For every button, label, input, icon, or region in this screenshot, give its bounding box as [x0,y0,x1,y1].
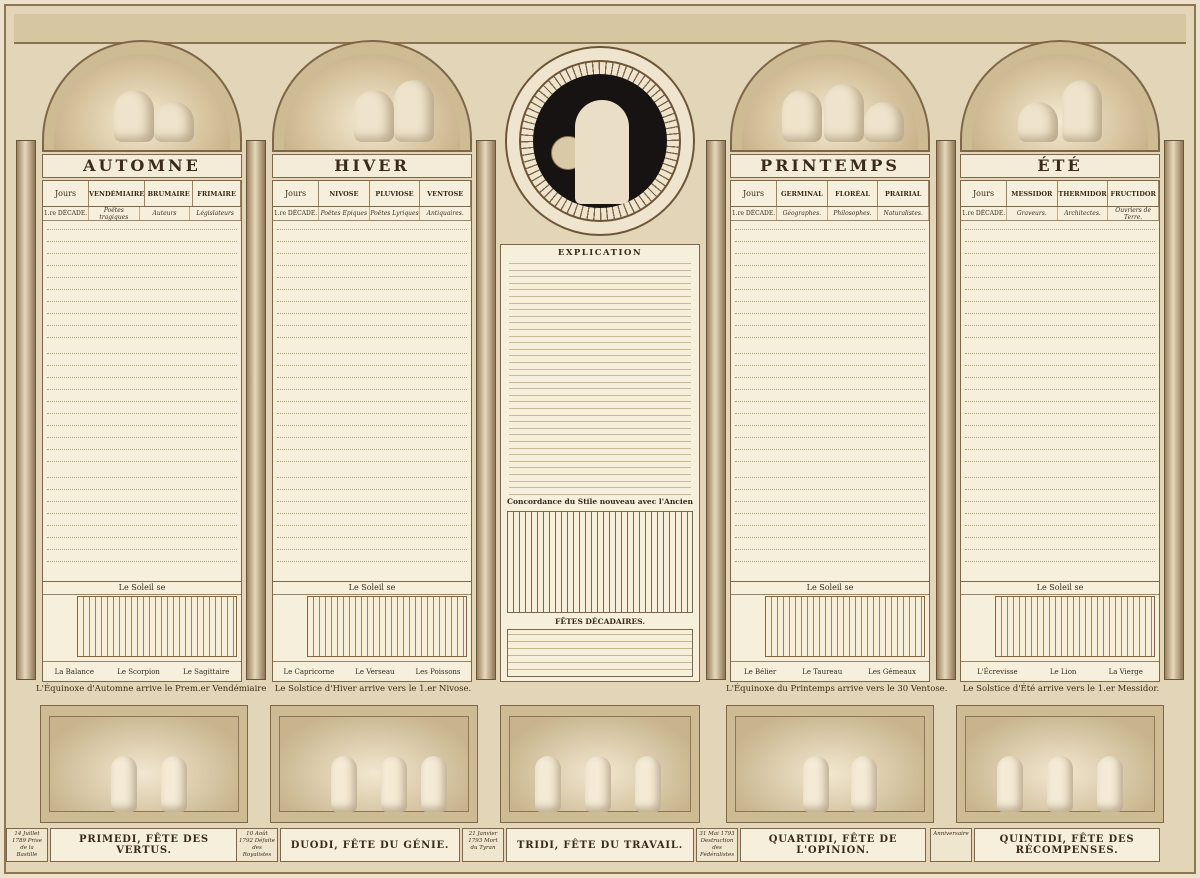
season-column-automne [42,40,242,682]
season-table [42,180,242,682]
zodiac-sign: La Balance [54,667,94,676]
group-header: Graveurs. [1007,207,1058,220]
fetes-table [507,629,693,677]
day-rows [43,469,241,569]
month-header: MESSIDOR [1007,181,1058,206]
season-column-ete [960,40,1160,682]
season-title: PRINTEMPS [730,154,930,178]
decade-label: 1.re DÉCADE. [43,207,89,220]
fetes-title: FÊTES DÉCADAIRES. [555,617,645,626]
cherub-relief [270,705,478,823]
concordance-title: Concordance du Stile nouveau avec l'Ancien [507,497,693,506]
fete-label: QUARTIDI, FÊTE DE L'OPINION. [740,828,926,862]
cherub-relief [500,705,700,823]
decade-label: 1.re DÉCADE. [273,207,319,220]
dial-face [533,74,667,208]
arch-relief [960,40,1160,152]
sun-label: Le Soleil se [43,582,241,595]
group-header: Législateurs [190,207,241,220]
season-title: ÉTÉ [960,154,1160,178]
season-title: HIVER [272,154,472,178]
pillar [1164,140,1184,680]
month-header: FRUCTIDOR [1108,181,1159,206]
fete-label: PRIMEDI, FÊTE DES VERTUS. [50,828,238,862]
season-table [730,180,930,682]
cherub-relief [956,705,1164,823]
sunrise-table [731,581,929,681]
sun-label: Le Soleil se [961,582,1159,595]
anniversary-note: 31 Mai 1793 Destruction des Fédéralistes [696,828,738,862]
month-header: BRUMAIRE [145,181,193,206]
month-header: FRIMAIRE [193,181,241,206]
sunrise-table [43,581,241,681]
solstice-note: Le Solstice d'Hiver arrive vers le 1.er Nivose. [274,684,472,694]
zodiac-sign: Le Sagittaire [183,667,230,676]
group-header: Naturalistes. [878,207,929,220]
days-header: Jours [43,181,89,206]
month-header: VENDÉMIAIRE [89,181,145,206]
cherub-relief [726,705,934,823]
arch-relief [730,40,930,152]
month-header: PLUVIOSE [370,181,421,206]
zodiac-sign: Le Capricorne [283,667,335,676]
zodiac-sign: Le Bélier [743,667,777,676]
days-header: Jours [961,181,1007,206]
day-rows [961,221,1159,345]
allegory-figure [575,100,629,204]
zodiac-sign: L'Écrevisse [977,667,1018,676]
group-header: Antiquaires. [420,207,471,220]
arch-relief [42,40,242,152]
zodiac-sign: Les Poissons [415,667,461,676]
concordance-table [507,511,693,613]
anniversary-note: 14 Juillet 1789 Prise de la Bastille [6,828,48,862]
season-table [960,180,1160,682]
pillar [706,140,726,680]
season-table [272,180,472,682]
explanation-title: EXPLICATION [557,248,643,258]
zodiac-sign: Le Lion [1049,667,1077,676]
fete-label: DUODI, FÊTE DU GÉNIE. [280,828,460,862]
pillar [246,140,266,680]
pillar [476,140,496,680]
fete-label: TRIDI, FÊTE DU TRAVAIL. [506,828,694,862]
group-header: Philosophes. [828,207,879,220]
days-header: Jours [731,181,777,206]
zodiac-sign: Le Scorpion [117,667,160,676]
group-header: Auteurs [140,207,191,220]
group-header: Ouvriers de Terre. [1108,207,1159,220]
group-header: Poëtes Lyriques [370,207,421,220]
group-header: Poëtes tragiques [89,207,140,220]
zodiac-sign: La Vierge [1108,667,1143,676]
day-rows [43,345,241,469]
group-header: Géographes. [777,207,828,220]
month-header: GERMINAL [777,181,828,206]
day-rows [273,469,471,569]
day-rows [961,469,1159,569]
sunrise-table [961,581,1159,681]
group-header: Poëtes Epiques [319,207,370,220]
arch-relief [272,40,472,152]
day-rows [731,345,929,469]
equinox-note: L'Équinoxe d'Automne arrive le Prem.er Vendémiaire [36,684,267,694]
anniversary-note: 21 Janvier 1793 Mort du Tyran [462,828,504,862]
anniversary-note: 10 Août 1792 Défaite des Royalistes [236,828,278,862]
month-header: PRAIRIAL [878,181,929,206]
month-header: THERMIDOR [1058,181,1109,206]
day-rows [273,345,471,469]
month-header: VENTOSE [420,181,471,206]
day-rows [961,345,1159,469]
day-rows [43,221,241,345]
month-header: FLORÉAL [828,181,879,206]
sun-label: Le Soleil se [273,582,471,595]
anniversary-note: Anniversaire [930,828,972,862]
pillar [936,140,956,680]
zodiac-sign: Les Gémeaux [868,667,916,676]
decade-label: 1.re DÉCADE. [961,207,1007,220]
zodiac-sign: Le Taureau [802,667,843,676]
explanation-text [509,263,691,495]
explanation-panel [500,244,700,682]
day-rows [731,221,929,345]
season-column-printemps [730,40,930,682]
cherub-relief [40,705,248,823]
season-column-hiver [272,40,472,682]
pillar [16,140,36,680]
days-header: Jours [273,181,319,206]
group-header: Architectes. [1058,207,1109,220]
month-header: NIVOSE [319,181,370,206]
clock-medallion [505,46,695,236]
day-rows [273,221,471,345]
sun-label: Le Soleil se [731,582,929,595]
zodiac-sign: Le Verseau [355,667,395,676]
day-rows [731,469,929,569]
fete-label: QUINTIDI, FÊTE DES RÉCOMPENSES. [974,828,1160,862]
sunrise-table [273,581,471,681]
center-column [500,40,700,682]
decade-label: 1.re DÉCADE. [731,207,777,220]
solstice-note: Le Solstice d'Été arrive vers le 1.er Messidor. [962,684,1160,694]
equinox-note: L'Équinoxe du Printemps arrive vers le 30 Ventose. [726,684,948,694]
season-title: AUTOMNE [42,154,242,178]
